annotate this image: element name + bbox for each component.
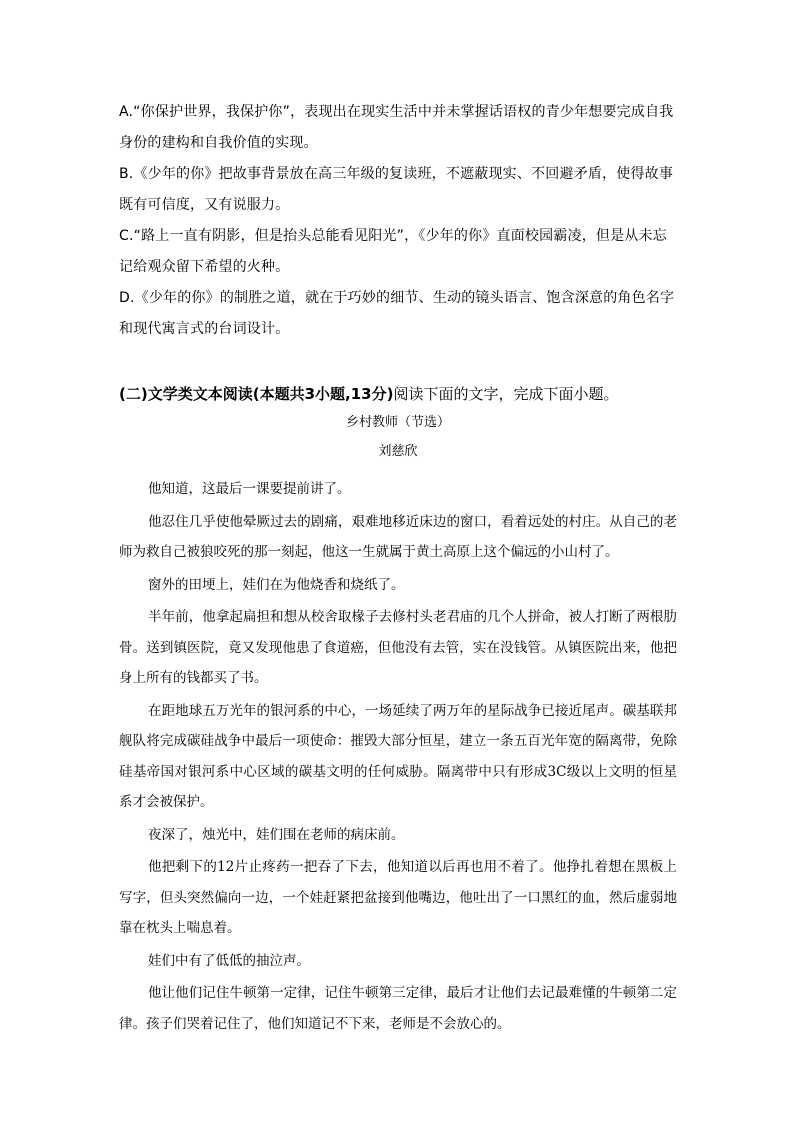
section-heading-title: (二)文学类文本阅读(本题共3小题,13分) (119, 385, 394, 403)
option-d: D.《少年的你》的制胜之道，就在于巧妙的细节、生动的镜头语言、饱含深意的角色名字和现代寓言式的台词设计。 (119, 290, 675, 337)
story-paragraph: 窗外的田埂上，娃们在为他烧香和烧纸了。 (148, 576, 405, 593)
story-paragraph: 他让他们记住牛顿第一定律，记住牛顿第三定律，最后才让他们去记最难懂的牛顿第二定律。孩子们哭着记住了，他们知道记不下来，老师是不会放心的。 (119, 985, 677, 1032)
story-paragraph: 他把剩下的12片止疼药一把吞了下去，他知道以后再也用不着了。他挣扎着想在黑板上写字，但头突然偏向一边，一个娃赶紧把盆接到他嘴边，他吐出了一口黑红的血，然后虚弱地靠在枕头上喘息着。 (119, 859, 677, 936)
section-heading-instruction: 阅读下面的文字，完成下面小题。 (393, 385, 619, 403)
section-heading (119, 382, 699, 406)
story-paragraph: 娃们中有了低低的抽泣声。 (148, 952, 310, 969)
story-paragraph: 在距地球五万光年的银河系的中心，一场延续了两万年的星际战争已接近尾声。碳基联邦舰队将完成碳硅战争中最后一项使命：摧毁大部分恒星，建立一条五百光年宽的隔离带，免除硅基帝国对银河系中心区域的碳基文明的任何威胁。隔离带中只有形成3C级以上文明的恒星系才会被保护。 (119, 702, 677, 810)
story-paragraph: 他知道，这最后一课要提前讲了。 (148, 481, 351, 497)
option-c: C.“路上一直有阴影，但是抬头总能看见阳光”，《少年的你》直面校园霸凌，但是从未忘记给观众留下希望的火种。 (119, 228, 667, 275)
story-body (119, 474, 677, 1041)
answer-options (119, 97, 679, 345)
option-a: A.“你保护世界，我保护你”，表现出在现实生活中并未掌握话语权的青少年想要完成自我身份的建构和自我价值的实现。 (119, 104, 674, 151)
story-paragraph: 他忍住几乎使他晕厥过去的剧痛，艰难地移近床边的窗口，看着远处的村庄。从自己的老师为救自己被狼咬死的那一刻起，他这一生就属于黄土高原上这个偏远的小山村了。 (119, 513, 677, 560)
story-paragraph: 半年前，他拿起扁担和想从校舍取椽子去修村头老君庙的几个人拼命，被人打断了两根肋骨。送到镇医院，竟又发现他患了食道癌，但他没有去管，实在没钱管。从镇医院出来，他把身上所有的钱都买了书。 (119, 609, 677, 686)
story-title: 乡村教师（节选） (345, 415, 450, 430)
option-b: B.《少年的你》把故事背景放在高三年级的复读班，不遮蔽现实、不回避矛盾，使得故事既有可信度，又有说服力。 (119, 166, 674, 213)
story-paragraph: 夜深了，烛光中，娃们围在老师的病床前。 (148, 826, 405, 843)
story-author: 刘慈欣 (378, 444, 418, 459)
